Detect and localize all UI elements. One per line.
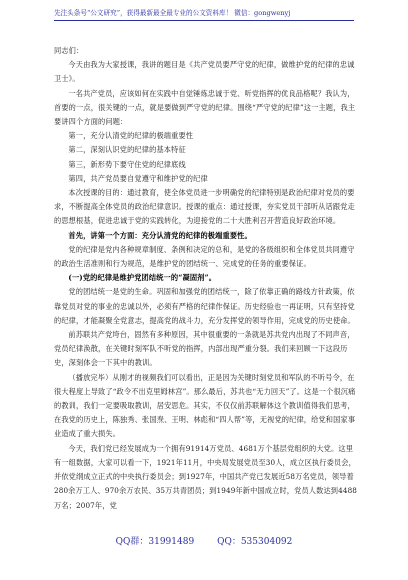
footer-qq-2: QQ：535304092 (217, 537, 293, 547)
paragraph-1: 今天由我为大家授课，我讲的题目是《共产党员要严守党的纪律，做维护党的纪律的忠诚卫士》。 (54, 60, 355, 84)
paragraph-3: 本次授课的目的：通过教育，使全体党员进一步明确党的纪律特别是政治纪律对党员的要求，不断提高全体党员的政治纪律意识。授课的重点：通过授课，夯实党员干部听从话跟党走的思想根基，促进忠诚于党的实践转化，为迎接党的二十大胜利召开营造良好政治环境。 (54, 188, 355, 226)
section-heading: 首先，讲第一个方面：充分认清党的纪律的极端重要性。 (68, 230, 252, 240)
subsection-heading: (一)党的纪律是维护党团结统一的“凝固剂”。 (68, 273, 217, 283)
document-body (54, 44, 358, 513)
list-item: 第一，充分认清党的纪律的极端重要性 (68, 131, 194, 141)
page-footer (0, 534, 408, 547)
salutation: 同志们： (54, 46, 84, 55)
paragraph-8: 今天，我们党已经发展成为一个拥有91914万党员、4681万个基层党组织的大党。这里有一组数据，大家可以看一下，1921年11月，中央局发展党员至30人，成立区执行委员会，并依党纲成立正式的中央执行委员会；到1927年，中国共产党已发展近58万名党员，领导着280余万工人、970余万农民、35万共青团员；到1949年新中国成立时，党员人数达到4488万名；2007年，党 (54, 443, 358, 510)
paragraph-2: 一名共产党员，应该如何在实践中自觉锤炼忠诚于党、听党指挥的优良品格呢？我认为，首要的一点，很关键的一点，就是要做到严守党的纪律。围绕“严守党的纪律”这一主题，我主要讲四个方面的问题： (54, 88, 356, 127)
paragraph-7: （播放完毕）从刚才的视频我们可以看出，正是因为关键时刻党员和军队的不听号令，在很大程度上导致了“政令不出克里姆林宫”。那么最后，苏共也“无力回天”了。这是一个很沉痛的教训，我们一定要吸取教训，居安思危。其实，不仅仅前苏联解体这个教训值得我们思考，在我党的历史上，陈独秀、张国焘、王明、林彪和“四人帮”等，无视党的纪律，给党和国家事业造成了重大损失。 (54, 372, 356, 439)
list-item: 第四，共产党员要自觉遵守和维护党的纪律 (68, 173, 208, 183)
paragraph-6: 前苏联共产党垮台，固然有多种原因，其中很重要的一条就是苏共党内出现了不同声音，党员纪律涣散，在关键时刻军队不听党的指挥，内部出现严重分裂。我们来回顾一下这段历史，深刻体会一下其中的教训。 (54, 330, 355, 368)
list-item: 第二，深刻认识党的纪律的基本特征 (68, 145, 186, 155)
header-text: 先注头条号“公文研究”，获得最新最全最专业的公文资料库！ 微信：gongwenyj (54, 9, 291, 17)
footer-qq-1: QQ群：31991489 (115, 537, 195, 547)
page-header (54, 6, 354, 21)
paragraph-4: 党的纪律是党内各种规章制度、条例和决定的总和，是党的各级组织和全体党员共同遵守的政治生活准则和行为规范，是维护党的团结统一、完成党的任务的重要保证。 (54, 244, 355, 269)
list-item: 第三，新形势下要守住党的纪律底线 (68, 159, 186, 169)
paragraph-5: 党的团结统一是党的生命。巩固和加强党的团结统一，除了依靠正确的路线方针政策，依靠党员对党的事业的忠诚以外，必须有严格的纪律作保证。历史经验也一再证明，只有坚持党的纪律，才能凝聚全党意志，提高党的战斗力，充分发挥党的领导作用，完成党的历史使命。 (54, 287, 355, 325)
